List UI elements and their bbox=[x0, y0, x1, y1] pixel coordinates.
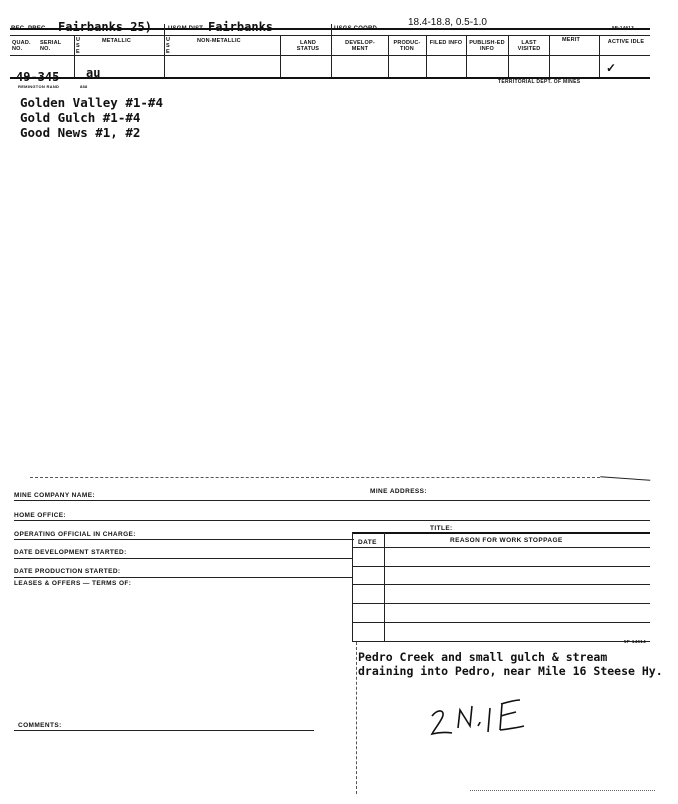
usgs-coord-value: 18.4-18.8, 0.5-1.0 bbox=[408, 17, 487, 28]
col-active-idle: ACTIVE IDLE bbox=[607, 39, 645, 45]
stoppage-row-rule bbox=[352, 622, 650, 623]
col-development: DEVELOP-MENT bbox=[345, 40, 375, 52]
header-mid-rule bbox=[10, 35, 650, 36]
location-note-line: Pedro Creek and small gulch & stream bbox=[358, 650, 608, 664]
handwritten-township-range bbox=[428, 692, 538, 742]
claims-list bbox=[20, 95, 163, 140]
col-sep-1 bbox=[74, 35, 75, 77]
col-published-info: PUBLISH-ED INFO bbox=[469, 40, 505, 52]
col-quad-no: QUAD. NO. bbox=[12, 40, 31, 52]
col-use-metallic: U S E bbox=[76, 37, 81, 55]
card-number-bottom: 5P-14614 bbox=[624, 639, 646, 644]
card-number: 5P-14613 bbox=[612, 25, 634, 30]
stoppage-date-sep bbox=[384, 532, 385, 642]
col-last-visited: LAST VISITED bbox=[517, 40, 541, 52]
notes-divider bbox=[356, 642, 357, 794]
printer-label: REMINGTON RAND bbox=[18, 84, 60, 89]
rec-prec-label: REC. PREC. bbox=[11, 26, 48, 32]
date-development-rule bbox=[14, 558, 352, 559]
stoppage-row-rule bbox=[352, 603, 650, 604]
printer-code: 888 bbox=[80, 84, 88, 89]
col-production: PRODUC-TION bbox=[393, 40, 421, 52]
stoppage-row-rule bbox=[352, 584, 650, 585]
col-use-nonmetallic: U S E bbox=[166, 37, 171, 55]
col-filed-info: FILED INFO bbox=[429, 40, 463, 46]
col-sep-9 bbox=[549, 35, 550, 77]
operating-official-rule bbox=[14, 539, 354, 540]
location-note bbox=[358, 650, 663, 678]
reason-col-label: REASON FOR WORK STOPPAGE bbox=[450, 537, 563, 544]
territorial-dept-label: TERRITORIAL DEPT. OF MINES bbox=[498, 79, 581, 85]
col-non-metallic: NON-METALLIC bbox=[197, 38, 241, 44]
bottom-edge-rule bbox=[470, 790, 655, 791]
rec-prec-value: Fairbanks 25) bbox=[58, 20, 152, 34]
claim-item: Gold Gulch #1-#4 bbox=[20, 110, 141, 125]
comments-rule bbox=[14, 730, 314, 731]
claim-item: Good News #1, #2 bbox=[20, 125, 141, 140]
claim-item: Golden Valley #1-#4 bbox=[20, 95, 163, 110]
stoppage-header-rule bbox=[352, 547, 650, 548]
idle-check-mark: ✓ bbox=[606, 61, 617, 75]
card-corner-line bbox=[600, 476, 651, 488]
mine-company-name-label: MINE COMPANY NAME: bbox=[14, 492, 95, 499]
date-production-label: DATE PRODUCTION STARTED: bbox=[14, 568, 121, 575]
col-sep-8 bbox=[508, 35, 509, 77]
col-sep-3 bbox=[280, 35, 281, 77]
stoppage-row-rule bbox=[352, 641, 650, 642]
date-col-label: DATE bbox=[358, 539, 377, 546]
col-metallic: METALLIC bbox=[102, 38, 131, 44]
metallic-value: au bbox=[86, 66, 101, 80]
mine-address-label: MINE ADDRESS: bbox=[370, 488, 427, 495]
operating-official-label: OPERATING OFFICIAL IN CHARGE: bbox=[14, 531, 136, 538]
quad-serial-value: 49-345 bbox=[16, 70, 60, 84]
col-merit: MERIT bbox=[562, 37, 581, 43]
comments-label: COMMENTS: bbox=[18, 722, 62, 729]
date-development-label: DATE DEVELOPMENT STARTED: bbox=[14, 549, 127, 556]
col-sep-4 bbox=[331, 24, 332, 77]
home-office-label: HOME OFFICE: bbox=[14, 512, 67, 519]
card-top-edge bbox=[30, 477, 600, 478]
date-production-rule bbox=[14, 577, 352, 578]
col-sep-6 bbox=[426, 35, 427, 77]
leases-label: LEASES & OFFERS — TERMS OF: bbox=[14, 580, 132, 587]
stoppage-top-rule bbox=[352, 532, 650, 534]
usgs-coord-label: USGS COORD. bbox=[334, 26, 379, 32]
col-sep-7 bbox=[466, 35, 467, 77]
home-office-rule bbox=[14, 520, 650, 521]
col-serial-no: SERIAL NO. bbox=[40, 40, 62, 52]
mine-company-rule bbox=[14, 500, 650, 501]
col-sep-5 bbox=[388, 35, 389, 77]
col-sep-2 bbox=[164, 24, 165, 77]
stoppage-row-rule bbox=[352, 566, 650, 567]
col-sep-10 bbox=[599, 35, 600, 77]
usgm-dist-value: Fairbanks bbox=[208, 20, 274, 34]
header-row-rule bbox=[10, 55, 650, 56]
title-label: TITLE: bbox=[430, 525, 453, 532]
usgm-dist-label: USGM DIST. bbox=[168, 26, 205, 32]
col-land-status: LAND STATUS bbox=[296, 40, 320, 52]
stoppage-left-border bbox=[352, 532, 353, 642]
location-note-line: draining into Pedro, near Mile 16 Steese Hy. bbox=[358, 664, 663, 678]
